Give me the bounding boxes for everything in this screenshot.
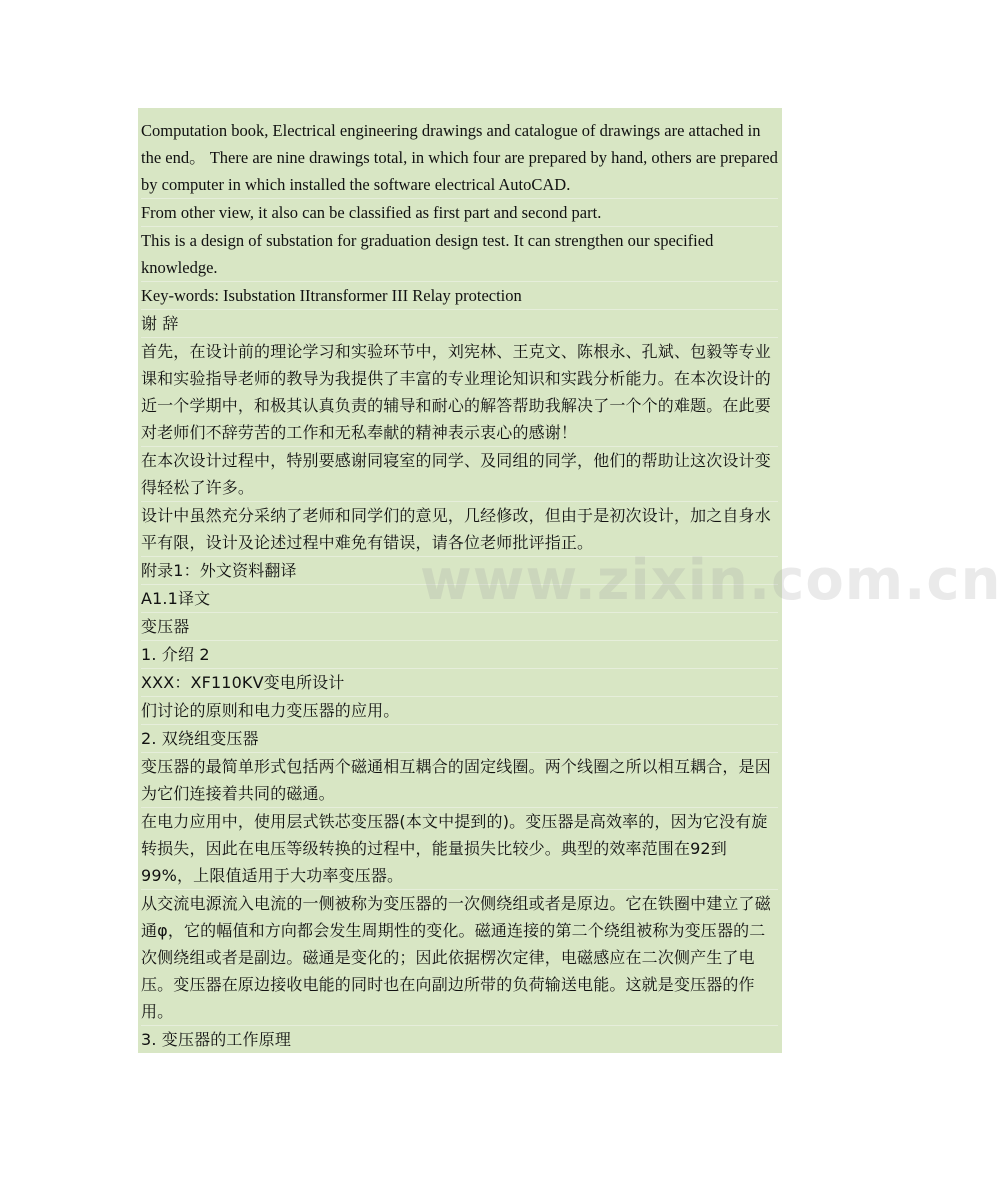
paragraph: 首先，在设计前的理论学习和实验环节中，刘宪林、王克文、陈根永、孔斌、包毅等专业课和实验指导老师的教导为我提供了丰富的专业理论知识和实践分析能力。在本次设计的近一个学期中，和极其认真负责的辅导和耐心的解答帮助我解决了一个个的难题。在此要对老师们不辞劳苦的工作和无私奉献的精神表示衷心的感谢！ xyxy=(141,337,778,446)
paragraph: 从交流电源流入电流的一侧被称为变压器的一次侧绕组或者是原边。它在铁圈中建立了磁通φ，它的幅值和方向都会发生周期性的变化。磁通连接的第二个绕组被称为变压器的二次侧绕组或者是副边。磁通是变化的；因此依据楞次定律，电磁感应在二次侧产生了电压。变压器在原边接收电能的同时也在向副边所带的负荷输送电能。这就是变压器的作用。 xyxy=(141,889,778,1025)
paragraph: 在电力应用中，使用层式铁芯变压器(本文中提到的)。变压器是高效率的，因为它没有旋转损失，因此在电压等级转换的过程中，能量损失比较少。典型的效率范围在92到99%，上限值适用于大功率变压器。 xyxy=(141,807,778,889)
section-heading: 2. 双绕组变压器 xyxy=(141,724,778,752)
keywords-line: Key-words: Isubstation IItransformer III Relay protection xyxy=(141,281,778,309)
paragraph: 变压器的最简单形式包括两个磁通相互耦合的固定线圈。两个线圈之所以相互耦合，是因为它们连接着共同的磁通。 xyxy=(141,752,778,807)
article-title: 变压器 xyxy=(141,612,778,640)
paragraph: 设计中虽然充分采纳了老师和同学们的意见，几经修改，但由于是初次设计，加之自身水平有限，设计及论述过程中难免有错误，请各位老师批评指正。 xyxy=(141,501,778,556)
paragraph: 们讨论的原则和电力变压器的应用。 xyxy=(141,696,778,724)
paragraph: Computation book, Electrical engineering drawings and catalogue of drawings are attached in the end。 There are nine drawings total, in which four are prepared by hand, others are prepared by computer in which installed the software electrical AutoCAD. xyxy=(141,121,778,194)
section-heading: 1. 介绍 2 xyxy=(141,640,778,668)
appendix-heading: 附录1：外文资料翻译 xyxy=(141,556,778,584)
running-header: XXX：XF110KV变电所设计 xyxy=(141,668,778,696)
paragraph: 在本次设计过程中，特别要感谢同寝室的同学、及同组的同学，他们的帮助让这次设计变得轻松了许多。 xyxy=(141,446,778,501)
watermark: www.zixin.com.cn xyxy=(420,548,1002,613)
paragraph: This is a design of substation for graduation design test. It can strengthen our specified knowledge. xyxy=(141,226,778,281)
subsection-heading: A1.1译文 xyxy=(141,584,778,612)
section-heading: 3. 变压器的工作原理 xyxy=(141,1025,778,1053)
section-heading-acknowledgement: 谢 辞 xyxy=(141,309,778,337)
paragraph: From other view, it also can be classified as first part and second part. xyxy=(141,198,778,226)
document-body xyxy=(138,108,782,1053)
